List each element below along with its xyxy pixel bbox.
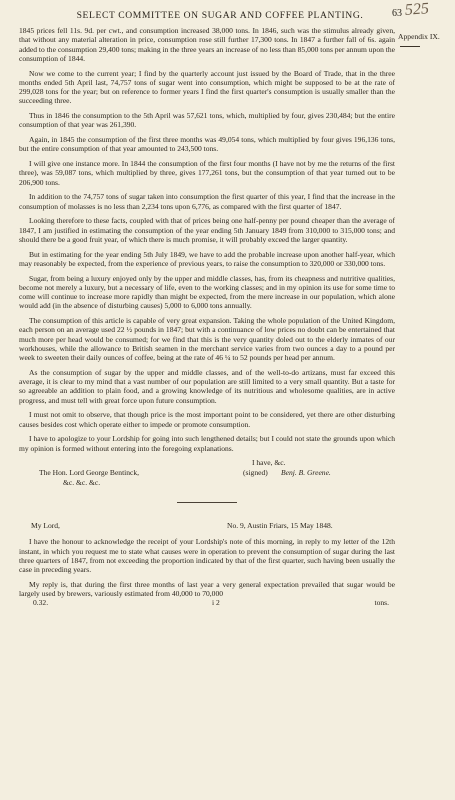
handwritten-page-number: 525 bbox=[404, 0, 430, 19]
paragraph: Sugar, from being a luxury enjoyed only by the upper and middle classes, has, from its cheapness and nutritive qualities, become not merely a luxury, but a necessary of life, even to the working classes; and in my opinion its use for some time to come will continue to increase more rapidly than might be expected, from the mere increase in our population, which alone would add (in the absence of disturbing causes) 5,000 to 6,000 tons annually. bbox=[19, 273, 395, 311]
paragraph: 1845 prices fell 11s. 9d. per cwt., and consumption increased 38,000 tons. In 1846, such was the stimulus already given, that without any material alteration in price, consumption rose still further 17,300 tons. In 1847 a further fall of 6s. again added to the consumption 29,400 tons; making in the three years an increase of no less than 85,000 tons per annum upon the consumption of 1844. bbox=[19, 26, 395, 63]
document-body bbox=[19, 26, 395, 610]
paragraph: Thus in 1846 the consumption to the 5th April was 57,621 tons, which, multiplied by four, gives 230,484; but the entire consumption of that year was 261,390. bbox=[19, 111, 395, 130]
paragraph: I will give one instance more. In 1844 the consumption of the first four months (I have not by me the returns of the first three), was 59,087 tons, which multiplied by three, gives 177,261 tons, but the consumption of that year turned out to be 206,900 tons. bbox=[19, 159, 395, 187]
footer-catchword: tons. bbox=[374, 598, 389, 608]
section-divider bbox=[177, 502, 237, 503]
paragraph: As the consumption of sugar by the upper and middle classes, and of the well-to-do artizans, must far exceed this average, it is clear to my mind that a vast number of our population are still limited to a very small quantity. But a taste for so agreeable an addition to plain food, and a growing knowledge of its nutritious and wholesome qualities, are in active progress, and must tell with great force upon future consumption. bbox=[19, 367, 395, 405]
signed-label: (signed) bbox=[243, 468, 268, 478]
paragraph: Looking therefore to these facts, coupled with that of prices being one half-penny per pound cheaper than the average of 1847, I am justified in estimating the consumption of the year ending 5th January 1849 from 310,000 to 315,000 tons; and should there be a good fruit year, of which there is much promise, it will probably exceed the larger quantity. bbox=[19, 216, 395, 244]
paragraph: My reply is, that during the first three months of last year a very general expectation prevailed that sugar would be largely used by brewers, variously estimated from 40,000 to 70,000 bbox=[19, 579, 395, 598]
running-header: SELECT COMMITTEE ON SUGAR AND COFFEE PLANTING. bbox=[76, 10, 364, 21]
letter-address-date: No. 9, Austin Friars, 15 May 1848. bbox=[227, 521, 333, 531]
paragraph: But in estimating for the year ending 5th July 1849, we have to add the probable increase upon another half-year, which may reasonably be expected, from the experience of previous years, to raise the consumption to 320,000 or 330,000 tons. bbox=[19, 249, 395, 268]
signatory-name: Benj. B. Greene. bbox=[281, 468, 331, 478]
paragraph: In addition to the 74,757 tons of sugar taken into consumption the first quarter of this year, I find that the increase in the consumption of molasses is no less than 2,234 tons upon 6,776, as compared with the first quarter of 1847. bbox=[19, 192, 395, 211]
salutation: My Lord, bbox=[31, 521, 60, 531]
addressee: The Hon. Lord George Bentinck, bbox=[39, 468, 140, 478]
paragraph: I must not omit to observe, that though price is the most important point to be considered, yet there are other disturbing causes besides cost which operate either to impede or promote consumption. bbox=[19, 410, 395, 429]
page-number: 63 bbox=[392, 8, 402, 19]
paragraph: Again, in 1845 the consumption of the first three months was 49,054 tons, which multiplied by four gives 196,136 tons, but the entire consumption of that year amounted to 243,500 tons. bbox=[19, 135, 395, 154]
page-footer bbox=[19, 598, 395, 610]
footer-signature: 0.32. bbox=[33, 598, 49, 608]
paragraph: I have to apologize to your Lordship for going into such lengthened details; but I could not state the grounds upon which my opinion is formed without entering into the foregoing explanations. bbox=[19, 434, 395, 453]
paragraph: Now we come to the current year; I find by the quarterly account just issued by the Board of Trade, that in the three months ended 5th April last, 74,757 tons of sugar went into consumption, which might be supposed to be at the rate of 299,028 tons for the year; but on reference to former years I find the first quarter's consumption is usually smaller than the succeeding three. bbox=[19, 68, 395, 106]
addressee-etc: &c. &c. &c. bbox=[63, 478, 101, 488]
footer-sheet-mark: i 2 bbox=[212, 598, 220, 608]
appendix-label: Appendix IX. bbox=[398, 32, 440, 41]
closing-phrase: I have, &c. bbox=[252, 458, 286, 468]
paragraph: I have the honour to acknowledge the receipt of your Lordship's note of this morning, in reply to my letter of the 12th instant, in which you request me to state what causes were in operation to prevent the consumption of sugar during the last three quarters of 1847, from not exceeding the proportion indicated by that of the first quarter, such having been usually the case in preceding years. bbox=[19, 537, 395, 574]
second-letter-heading bbox=[19, 521, 395, 533]
letter-closing bbox=[19, 458, 395, 492]
appendix-rule bbox=[400, 46, 420, 47]
paragraph: The consumption of this article is capable of very great expansion. Taking the whole population of the United Kingdom, each person on an average used 22 ½ pounds in 1847; but with a continuance of low prices no doubt can be entertained that much more per head would be consumed; for we find that this is the very quantity doled out to the elderly inmates of our workhouses, while the allowance to British seamen in the merchant service varies from two ounces a day to a pound per week to sweeten their daily ounces of coffee, being at the rate of 46 ¼ to 52 pounds per head per annum. bbox=[19, 316, 395, 362]
